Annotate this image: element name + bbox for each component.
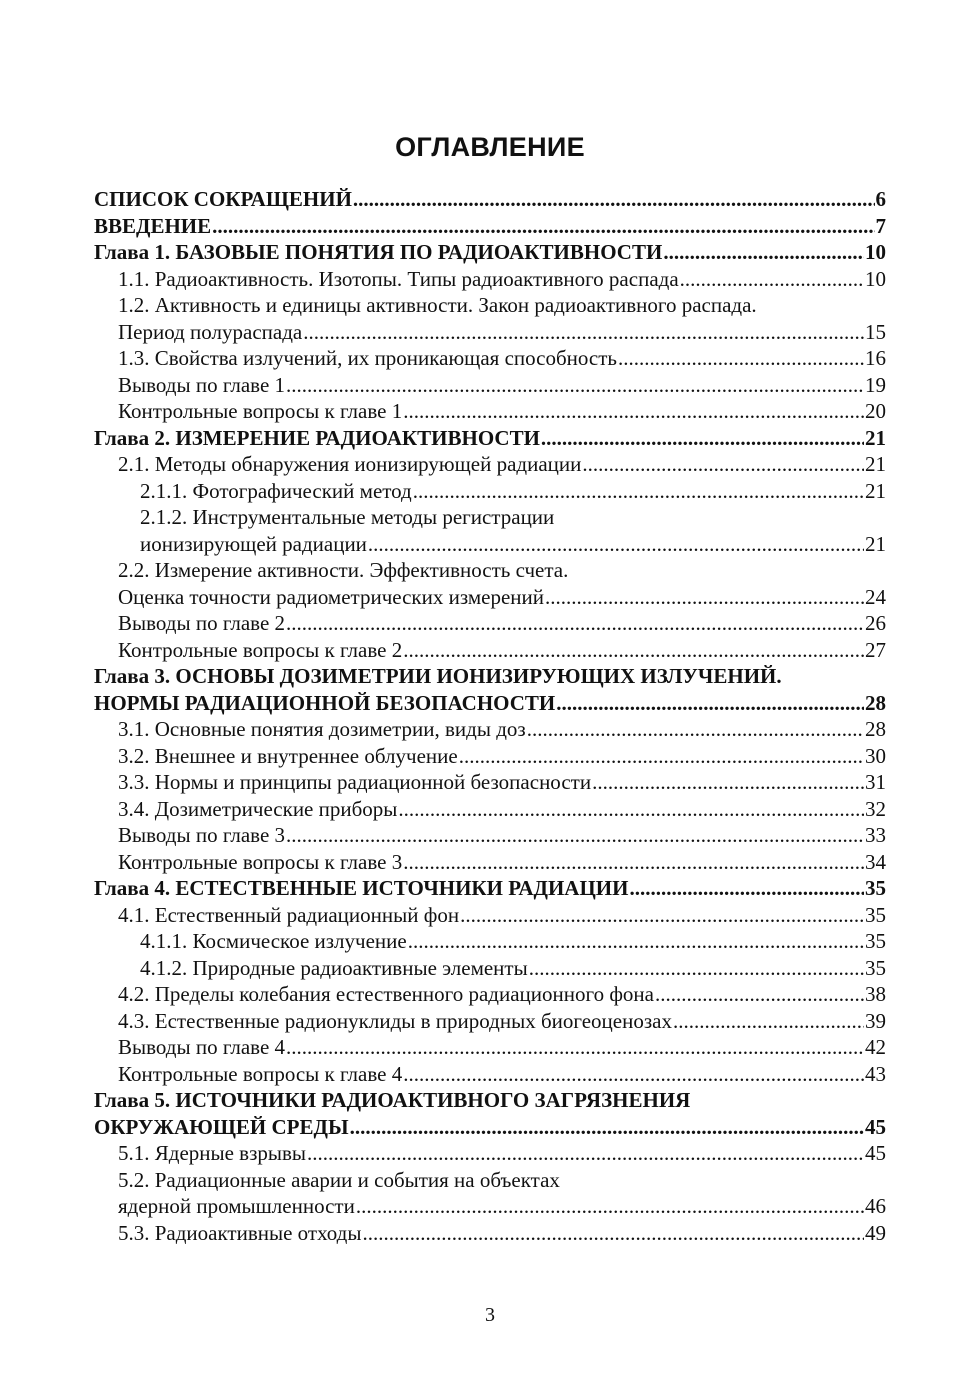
toc-leader-dots <box>556 690 864 717</box>
toc-entry-page: 38 <box>865 982 886 1006</box>
toc-entry-title: 1.1. Радиоактивность. Изотопы. Типы радиоактивного распада <box>118 266 679 291</box>
toc-leader-dots <box>403 398 864 425</box>
toc-entry[interactable] <box>94 425 886 452</box>
toc-entry-page: 15 <box>865 319 886 344</box>
toc-entry-page: 35 <box>865 876 886 900</box>
toc-entry[interactable] <box>94 1167 886 1194</box>
toc-entry[interactable] <box>94 822 886 849</box>
toc-entry[interactable] <box>94 266 886 293</box>
toc-entry[interactable] <box>94 849 886 876</box>
toc-leader-dots <box>545 584 864 611</box>
toc-entry-title: 1.2. Активность и единицы активности. Закон радиоактивного распада. <box>118 293 757 317</box>
toc-entry-page: 35 <box>865 955 886 980</box>
toc-entry-title: Контрольные вопросы к главе 4 <box>118 1061 403 1086</box>
toc-leader-dots <box>286 372 864 399</box>
toc-entry[interactable] <box>94 186 886 213</box>
toc-entry-page: 6 <box>875 187 886 211</box>
toc-leader-dots <box>403 1061 864 1088</box>
toc-entry-title: Контрольные вопросы к главе 1 <box>118 399 403 423</box>
toc-leader-dots <box>680 266 864 293</box>
toc-entry[interactable] <box>94 398 886 425</box>
toc-leader-dots <box>303 319 864 346</box>
toc-entry[interactable] <box>94 902 886 929</box>
toc-entry-page: 35 <box>865 902 886 927</box>
toc-entry-title: 3.2. Внешнее и внутреннее облучение <box>118 743 458 768</box>
toc-entry-title: 2.2. Измерение активности. Эффективность счета. <box>118 558 569 582</box>
toc-entry-title: ядерной промышленности <box>118 1194 355 1218</box>
toc-leader-dots <box>629 875 864 902</box>
toc-entry-title: 5.2. Радиационные аварии и события на объектах <box>118 1167 560 1192</box>
toc-entry-title: Глава 2. ИЗМЕРЕНИЕ РАДИОАКТИВНОСТИ <box>94 425 540 450</box>
toc-entry[interactable] <box>94 345 886 372</box>
toc-leader-dots <box>655 981 864 1008</box>
toc-leader-dots <box>212 213 874 240</box>
toc-leader-dots <box>286 822 864 849</box>
toc-entry[interactable] <box>94 690 886 717</box>
toc-leader-dots <box>459 743 864 770</box>
toc-leader-dots <box>403 849 864 876</box>
toc-entry-title: 2.1.1. Фотографический метод <box>140 478 412 503</box>
toc-entry[interactable] <box>94 584 886 611</box>
toc-entry-title: 1.3. Свойства излучений, их проникающая способность <box>118 346 618 370</box>
toc-entry-page: 43 <box>865 1061 886 1086</box>
toc-leader-dots <box>673 1008 864 1035</box>
toc-entry[interactable] <box>94 1061 886 1088</box>
toc-entry-title: Оценка точности радиометрических измерений <box>118 584 545 609</box>
toc-leader-dots <box>286 1034 864 1061</box>
toc-entry-page: 45 <box>865 1114 886 1139</box>
toc-entry-page: 16 <box>865 346 886 370</box>
toc-entry[interactable] <box>94 213 886 240</box>
toc-entry-title: Период полураспада <box>118 319 303 344</box>
toc-entry[interactable] <box>94 663 886 690</box>
toc-entry-page: 10 <box>865 240 886 264</box>
toc-entry-title: Контрольные вопросы к главе 2 <box>118 637 403 662</box>
toc-entry-page: 28 <box>865 717 886 741</box>
toc-entry-page: 19 <box>865 372 886 397</box>
toc-entry-title: 4.1. Естественный радиационный фон <box>118 902 460 927</box>
toc-entry-title: ОКРУЖАЮЩЕЙ СРЕДЫ <box>94 1114 349 1139</box>
toc-entry[interactable] <box>94 1140 886 1167</box>
toc-entry[interactable] <box>94 796 886 823</box>
toc-entry-title: 5.1. Ядерные взрывы <box>118 1141 307 1165</box>
toc-entry-page: 46 <box>865 1194 886 1218</box>
toc-entry-title: Выводы по главе 3 <box>118 823 286 847</box>
toc-entry-page: 33 <box>865 823 886 847</box>
toc-entry[interactable] <box>94 372 886 399</box>
toc-entry-title: Контрольные вопросы к главе 3 <box>118 849 403 874</box>
toc-leader-dots <box>286 610 864 637</box>
toc-entry-page: 21 <box>865 531 886 556</box>
toc-entry-title: 5.3. Радиоактивные отходы <box>118 1220 362 1245</box>
page-title: ОГЛАВЛЕНИЕ <box>395 132 585 162</box>
toc-entry-page: 28 <box>865 690 886 715</box>
toc-entry[interactable] <box>94 610 886 637</box>
toc-entry-title: НОРМЫ РАДИАЦИОННОЙ БЕЗОПАСНОСТИ <box>94 690 556 715</box>
toc-entry-title: Глава 5. ИСТОЧНИКИ РАДИОАКТИВНОГО ЗАГРЯЗНЕНИЯ <box>94 1088 691 1112</box>
toc-leader-dots <box>541 425 864 452</box>
toc-entry[interactable] <box>94 319 886 346</box>
toc-leader-dots <box>362 1220 864 1247</box>
toc-leader-dots <box>618 345 864 372</box>
toc-entry-page: 34 <box>865 849 886 874</box>
toc-entry-title: 3.1. Основные понятия дозиметрии, виды доз <box>118 717 526 741</box>
toc-entry-title: 2.1.2. Инструментальные методы регистрации <box>140 505 555 529</box>
table-of-contents <box>94 186 886 1246</box>
toc-entry-title: 3.3. Нормы и принципы радиационной безопасности <box>118 770 592 794</box>
toc-leader-dots <box>356 1193 864 1220</box>
toc-leader-dots <box>527 716 864 743</box>
toc-entry[interactable] <box>94 1193 886 1220</box>
toc-leader-dots <box>398 796 864 823</box>
toc-entry-page: 10 <box>865 266 886 291</box>
toc-leader-dots <box>460 902 864 929</box>
toc-entry[interactable] <box>94 557 886 584</box>
toc-leader-dots <box>403 637 864 664</box>
page-number: 3 <box>485 1304 495 1326</box>
toc-entry[interactable] <box>94 716 886 743</box>
toc-entry-title: 4.2. Пределы колебания естественного радиационного фона <box>118 982 654 1006</box>
toc-leader-dots <box>529 955 864 982</box>
toc-entry-page: 20 <box>865 399 886 423</box>
toc-entry[interactable] <box>94 1114 886 1141</box>
toc-entry-page: 45 <box>865 1141 886 1165</box>
toc-entry-page: 35 <box>865 929 886 953</box>
toc-entry[interactable] <box>94 637 886 664</box>
toc-entry-title: Глава 1. БАЗОВЫЕ ПОНЯТИЯ ПО РАДИОАКТИВНОСТИ <box>94 240 663 264</box>
toc-entry[interactable] <box>94 1087 886 1114</box>
toc-entry-title: Глава 4. ЕСТЕСТВЕННЫЕ ИСТОЧНИКИ РАДИАЦИИ <box>94 876 629 900</box>
toc-entry-page: 21 <box>865 452 886 476</box>
toc-entry[interactable] <box>94 239 886 266</box>
toc-entry-title: Глава 3. ОСНОВЫ ДОЗИМЕТРИИ ИОНИЗИРУЮЩИХ ИЗЛУЧЕНИЙ. <box>94 664 782 688</box>
toc-entry-title: 4.1.1. Космическое излучение <box>140 929 407 953</box>
toc-entry-page: 7 <box>875 213 886 238</box>
toc-leader-dots <box>582 451 864 478</box>
toc-entry-title: Выводы по главе 2 <box>118 611 286 635</box>
toc-entry[interactable] <box>94 1220 886 1247</box>
toc-leader-dots <box>307 1140 864 1167</box>
toc-leader-dots <box>353 186 875 213</box>
toc-entry-title: 3.4. Дозиметрические приборы <box>118 796 398 821</box>
toc-entry-title: 2.1. Методы обнаружения ионизирующей радиации <box>118 452 582 476</box>
toc-leader-dots <box>413 478 864 505</box>
toc-entry[interactable] <box>94 292 886 319</box>
toc-entry[interactable] <box>94 1008 886 1035</box>
toc-leader-dots <box>663 239 864 266</box>
toc-entry-page: 39 <box>865 1008 886 1033</box>
toc-entry-page: 32 <box>865 796 886 821</box>
toc-entry-title: ВВЕДЕНИЕ <box>94 213 212 238</box>
toc-entry-page: 21 <box>865 425 886 450</box>
toc-entry[interactable] <box>94 928 886 955</box>
toc-entry[interactable] <box>94 769 886 796</box>
toc-entry[interactable] <box>94 478 886 505</box>
toc-entry[interactable] <box>94 451 886 478</box>
toc-entry[interactable] <box>94 743 886 770</box>
toc-leader-dots <box>350 1114 864 1141</box>
toc-entry-page: 42 <box>865 1035 886 1059</box>
toc-entry-page: 31 <box>865 770 886 794</box>
toc-entry[interactable] <box>94 1034 886 1061</box>
toc-entry-page: 26 <box>865 611 886 635</box>
toc-entry[interactable] <box>94 531 886 558</box>
toc-entry-title: 4.3. Естественные радионуклиды в природных биогеоценозах <box>118 1008 672 1033</box>
toc-entry[interactable] <box>94 955 886 982</box>
toc-entry-title: СПИСОК СОКРАЩЕНИЙ <box>94 187 352 211</box>
toc-entry-title: Выводы по главе 4 <box>118 1035 286 1059</box>
toc-entry[interactable] <box>94 981 886 1008</box>
toc-leader-dots <box>592 769 864 796</box>
toc-entry-title: ионизирующей радиации <box>140 531 367 556</box>
toc-leader-dots <box>408 928 864 955</box>
toc-entry-page: 49 <box>865 1220 886 1245</box>
toc-entry-title: 4.1.2. Природные радиоактивные элементы <box>140 955 528 980</box>
toc-entry[interactable] <box>94 875 886 902</box>
toc-entry-title: Выводы по главе 1 <box>118 372 286 397</box>
toc-entry[interactable] <box>94 504 886 531</box>
toc-entry-page: 27 <box>865 637 886 662</box>
toc-entry-page: 24 <box>865 584 886 609</box>
toc-entry-page: 21 <box>865 478 886 503</box>
toc-entry-page: 30 <box>865 743 886 768</box>
toc-leader-dots <box>368 531 864 558</box>
